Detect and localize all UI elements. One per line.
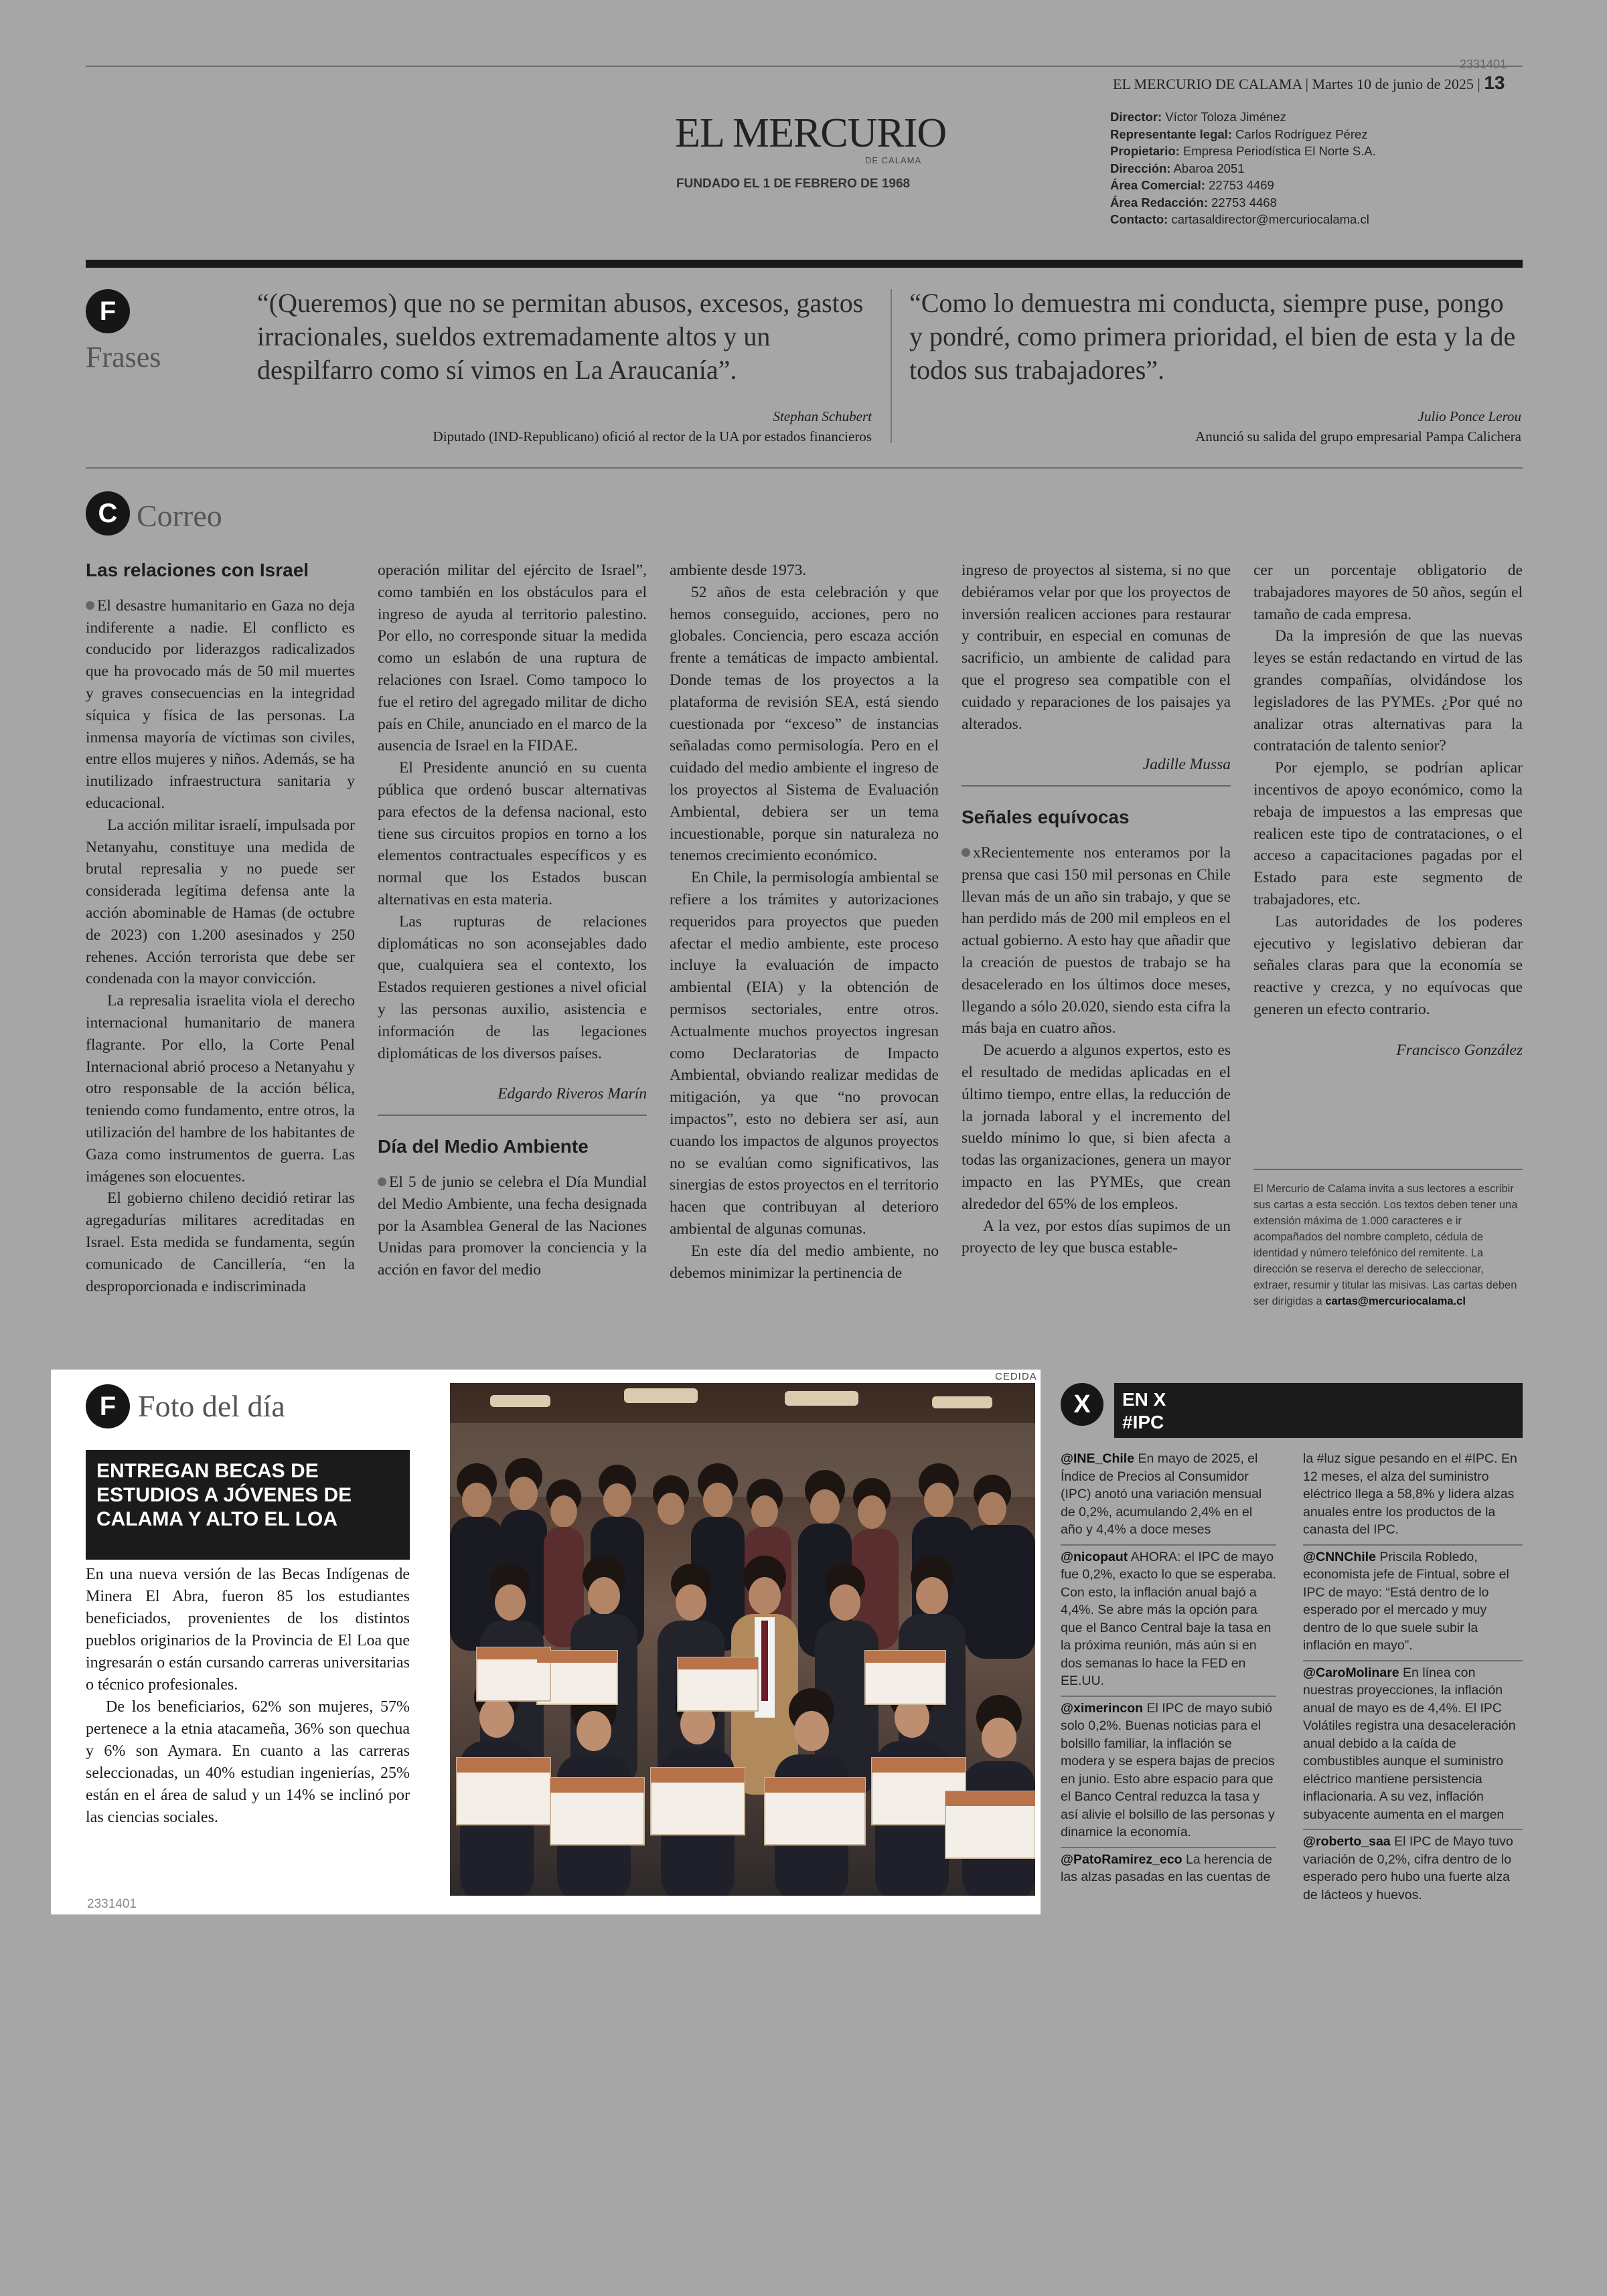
bullet-dot-icon	[86, 601, 94, 610]
letter-headline-medio-ambiente: Día del Medio Ambiente	[378, 1136, 589, 1157]
tweet-handle[interactable]: @ximerincon	[1061, 1700, 1144, 1716]
tweet-handle[interactable]: @roberto_saa	[1303, 1834, 1391, 1849]
letter-paragraph: El gobierno chileno decidió retirar las agregadurías militares acreditadas en Israel. Esta medida se fundamenta, según comunicado de Cancillería, “en la desproporcionada e indiscriminada	[86, 1190, 355, 1295]
en-x-title: EN X	[1122, 1389, 1166, 1410]
letter-divider	[378, 1115, 647, 1116]
correo-column-5	[1253, 560, 1523, 1068]
group-photo	[450, 1383, 1035, 1896]
foto-headline: ENTREGAN BECAS DE ESTUDIOS A JÓVENES DE CALAMA Y ALTO EL LOA	[86, 1450, 410, 1560]
bullet-dot-icon	[378, 1177, 386, 1186]
foto-code: 2331401	[87, 1897, 137, 1911]
letter-paragraph: A la vez, por estos días supimos de un proyecto de ley que busca estable-	[962, 1217, 1231, 1257]
masthead-row: Propietario: Empresa Periodística El Norte S.A.	[1110, 144, 1376, 158]
letter-paragraph: Las autoridades de los poderes ejecutivo y legislativo debieran dar señales claras para que la economía se reactive y crezca, y no equívocas que generen un efecto contrario.	[1253, 912, 1523, 1018]
dateline-date: Martes 10 de junio de 2025	[1312, 76, 1474, 92]
correo-column-4	[962, 560, 1231, 1259]
quote-1-author: Stephan Schubert	[773, 408, 872, 424]
letter-signature: Francisco González	[1396, 1041, 1523, 1059]
frases-badge-icon: F	[86, 289, 130, 333]
en-x-column-1	[1061, 1447, 1276, 1892]
header-thick-rule	[86, 260, 1523, 268]
en-x-column-2	[1303, 1447, 1523, 1909]
letter-paragraph: El desastre humanitario en Gaza no deja indiferente a nadie. El conflicto es conducido por liderazgos radicalizados que ha provocado más de 50 mil muertes y graves consecuencias en la integridad síquica y física de las personas. La inmensa mayoría de víctimas son civiles, entre ellos mujeres y niños. Además, se ha inutilizado infraestructura sanitaria y educacional.	[86, 596, 355, 812]
correo-column-3	[670, 560, 939, 1284]
en-x-hashtag: #IPC	[1122, 1412, 1164, 1432]
founded-line: FUNDADO EL 1 DE FEBRERO DE 1968	[676, 177, 911, 191]
letter-paragraph: La acción militar israelí, impulsada por Netanyahu, constituye una medida de brutal represalia y no puede ser considerada legítima defensa ante la acción abominable de Hamas (de octubre de 2023) con 1.200 asesinados y 250 rehenes. Acción terrorista que debe ser condenada con la mayor convicción.	[86, 816, 355, 988]
foto-body	[86, 1564, 410, 1829]
letter-paragraph: La represalia israelita viola el derecho internacional humanitario de manera flagrante. Por ello, la Corte Penal Internacional abrió proceso a Netanyahu y otro responsable de la acción bélica, teniendo como fundamento, entre otros, la utilización del hambre de los habitantes de Gaza como instrumentos de guerra. Las imágenes son elocuentes.	[86, 992, 355, 1185]
masthead-row: Contacto: cartasaldirector@mercuriocalama.cl	[1110, 212, 1369, 226]
note-divider	[1253, 1169, 1523, 1170]
masthead-row: Área Redacción: 22753 4468	[1110, 195, 1277, 210]
en-x-header	[1114, 1383, 1523, 1438]
frases-title: Frases	[86, 341, 161, 374]
masthead	[1110, 108, 1376, 228]
quote-2-desc: Anunció su salida del grupo empresarial Pampa Calichera	[1195, 428, 1521, 444]
photo-credit: CEDIDA	[995, 1371, 1037, 1382]
letter-paragraph: cer un porcentaje obligatorio de trabajadores mayores de 50 años, según el tamaño de cada empresa.	[1253, 562, 1523, 623]
letter-paragraph: 52 años de esta celebración y que hemos conseguido, acciones, pero no globales. Conciencia, pero escaza acción frente a temáticas de impacto ambiental. Donde temas de los proyectos a la plataforma de revisión SEA, está siendo cuestionada por “exceso” de instancias señaladas como permisología. Pero en el cuidado del medio ambiente el ingreso de los proyectos al Sistema de Evaluación Ambiental, debiera ser un tema incuestionable, porque sin naturaleza no tenemos crecimiento económico.	[670, 583, 939, 865]
letter-paragraph: De acuerdo a algunos expertos, esto es el resultado de medidas aplicadas en el último tiempo, entre ellas, la reducción de la jornada laboral y el incremento del sueldo mínimo lo que, si bien afecta a todas las organizaciones, genera un mayor impacto en las PYMEs, que crean alrededor del 65% de los empleos.	[962, 1042, 1231, 1213]
tweet: @ximerincon El IPC de mayo subió solo 0,2%. Buenas noticias para el bolsillo familiar, la inflación se modera y se espera bajas de precios en junio. Esto abre espacio para que el Banco Central reduzca la tasa y así alivie el bolsillo de las personas y dinamice la economía.	[1061, 1697, 1276, 1848]
tweet: @PatoRamirez_eco La herencia de las alzas pasadas en las cuentas de	[1061, 1852, 1273, 1884]
letter-signature: Jadille Mussa	[1142, 756, 1231, 774]
x-logo-icon: X	[1061, 1383, 1103, 1426]
correo-column-2	[378, 560, 647, 1281]
tweet: @CNNChile Priscila Robledo, economista jefe de Fintual, sobre el IPC de mayo: “Está dentro de lo esperado por el mercado y muy dentro de lo que suele subir la inflación en mayo”.	[1303, 1546, 1523, 1661]
tweet: @INE_Chile En mayo de 2025, el Índice de Precios al Consumidor (IPC) anotó una variación mensual de 0,2%, acumulando 2,4% en el año y 4,4% a doce meses	[1061, 1447, 1276, 1546]
quote-1-text: “(Queremos) que no se permitan abusos, excesos, gastos irracionales, sueldos extremadamente altos y un despilfarro como sí vimos en La Araucanía”.	[257, 288, 864, 385]
correo-column-1	[86, 560, 355, 1297]
masthead-row: Área Comercial: 22753 4469	[1110, 178, 1274, 192]
letter-paragraph: El 5 de junio se celebra el Día Mundial del Medio Ambiente, una fecha designada por la Asamblea General de las Naciones Unidas para promover la conciencia y la acción en favor del medio	[378, 1173, 647, 1279]
group-photo-image	[450, 1383, 1035, 1896]
tweet-handle[interactable]: @INE_Chile	[1061, 1451, 1135, 1466]
frases-bottom-rule	[86, 467, 1523, 469]
page-code: 2331401	[1460, 58, 1507, 71]
masthead-row: Director: Víctor Toloza Jiménez	[1110, 110, 1286, 124]
foto-title: Foto del día	[138, 1389, 285, 1423]
dateline: EL MERCURIO DE CALAMA | Martes 10 de junio de 2025 | 13	[1113, 72, 1505, 93]
quote-2-text: “Como lo demuestra mi conducta, siempre puse, pongo y pondré, como primera prioridad, el bien de esta y la de todos sus trabajadores”.	[909, 288, 1516, 385]
tweet: @roberto_saa El IPC de Mayo tuvo variación de 0,2%, cifra dentro de lo esperado pero hubo una fuerte alza de lácteos y huevos.	[1303, 1834, 1513, 1902]
page-number: 13	[1484, 72, 1505, 93]
letter-divider	[962, 785, 1231, 787]
quote-1-desc: Diputado (IND-Republicano) ofició al rector de la UA por estados financieros	[433, 428, 872, 444]
letter-paragraph: ambiente desde 1973.	[670, 562, 807, 579]
correo-badge-icon: C	[86, 491, 130, 536]
tweet-handle[interactable]: @nicopaut	[1061, 1549, 1128, 1564]
foto-badge-icon: F	[86, 1384, 130, 1428]
foto-paragraph: En una nueva versión de las Becas Indígenas de Minera El Abra, fueron 85 los estudiantes beneficiados, provenientes de los distintos pueblos originarios de la Provincia de El Loa que ingresarán o están cursando carreras universitarias o técnico profesionales.	[86, 1566, 410, 1694]
letter-signature: Edgardo Riveros Marín	[498, 1085, 647, 1103]
quotes-divider	[891, 289, 892, 443]
letter-paragraph: Da la impresión de que las nuevas leyes se están redactando en virtud de las grandes compañías, olvidándose los legisladores de las PYMEs. ¿Por qué no analizar otras alternativas para la contratación de talento senior?	[1253, 627, 1523, 755]
masthead-row: Representante legal: Carlos Rodríguez Pérez	[1110, 127, 1368, 141]
dateline-paper: EL MERCURIO DE CALAMA	[1113, 76, 1302, 92]
correo-title: Correo	[137, 499, 222, 533]
letter-paragraph: En Chile, la permisología ambiental se refiere a los trámites y autorizaciones requeridos para proyectos que pueden afectar el medio ambiente, este proceso incluye la evaluación de impacto ambiental (EIA) y la obtención de permisos sectoriales, entre otros. Actualmente muchos proyectos ingresan como Declaratorias de Impacto Ambiental, obviando realizar medidas de mitigación, ya que “no provocan impactos”, esto no debiera ser así, aun cuando los impactos de algunos proyectos no se evalúan como significativos, las sinergias de estos proyectos en el territorio hacen que contribuyan al deterioro ambiental de algunas comunas.	[670, 869, 939, 1238]
top-rule	[86, 66, 1523, 67]
letters-submission-note: El Mercurio de Calama invita a sus lectores a escribir sus cartas a esta sección. Los textos deben tener una extensión máxima de 1.000 caracteres e ir acompañados del nombre completo, cédula de identidad y número telefónico del remitente. La dirección se reserva el derecho de seleccionar, extraer, resumir y titular las misivas. Las cartas deben ser dirigidas a cartas@mercuriocalama.cl	[1253, 1183, 1518, 1307]
letter-paragraph: Las rupturas de relaciones diplomáticas no son aconsejables dado que, cualquiera sea el contexto, los Estados requieren gestiones a nivel oficial y las personas auxilio, asistencia e información de las legaciones diplomáticas de los diversos países.	[378, 912, 647, 1062]
tweet: @nicopaut AHORA: el IPC de mayo fue 0,2%, exacto lo que se esperaba. Con esto, la inflación anual bajó a 4,4%. Se abre más la opción para que el Banco Central baje la tasa en la próxima reunión, más aún si en dos semanas lo hace la FED en EE.UU.	[1061, 1546, 1276, 1697]
masthead-row: Dirección: Abaroa 2051	[1110, 161, 1245, 175]
tweet-handle[interactable]: @CaroMolinare	[1303, 1665, 1399, 1680]
letter-paragraph: ingreso de proyectos al sistema, si no que debiéramos velar por que los proyectos de inversión realicen acciones para restaurar y contribuir, en especial en comunas de sacrificio, un ambiente de calidad para que el progreso sea compatible con el cuidado y reparaciones de los paisajes ya alterados.	[962, 562, 1231, 733]
letter-headline-senales: Señales equívocas	[962, 807, 1130, 828]
letters-email-link[interactable]: cartas@mercuriocalama.cl	[1325, 1295, 1466, 1307]
letter-paragraph: Por ejemplo, se podrían aplicar incentivos de apoyo económico, como la rebaja de impuestos a las empresas que realicen este tipo de contrataciones, o el acceso a capacitaciones pagadas por el Estado para este segmento de trabajadores, etc.	[1253, 759, 1523, 908]
letter-paragraph: En este día del medio ambiente, no debemos minimizar la pertinencia de	[670, 1242, 939, 1282]
letter-headline-israel: Las relaciones con Israel	[86, 560, 309, 580]
letter-paragraph: xRecientemente nos enteramos por la prensa que casi 150 mil personas en Chile llevan más de un año sin trabajo, y que se han perdido más de 200 mil empleos en el actual gobierno. A esto hay que añadir que la creación de puestos de trabajo se ha desacelerado en los últimos doce meses, llegando a sólo 20.020, siendo esta cifra la más baja en cuatro años.	[962, 843, 1231, 1038]
tweet-handle[interactable]: @CNNChile	[1303, 1549, 1376, 1564]
letter-paragraph: El Presidente anunció en su cuenta pública que ordenó buscar alternativas para efectos de la defensa nacional, esto tiene sus circuitos propios en torno a los elementos contractuales específicos y es normal que los Estados buscan alternativas en esta materia.	[378, 759, 647, 908]
foto-paragraph: De los beneficiarios, 62% son mujeres, 57% pertenece a la etnia atacameña, 36% son quechua y 6% son Aymara. En cuanto a las carreras seleccionadas, un 40% estudian ingenierías, 25% están en el área de salud y un 14% se inclinó por las ciencias sociales.	[86, 1698, 410, 1826]
bullet-dot-icon	[962, 848, 970, 857]
tweet: la #luz sigue pesando en el #IPC. En 12 meses, el alza del suministro eléctrico llega a 58,8% y lidera alzas anuales entre los productos de la canasta del IPC.	[1303, 1447, 1523, 1546]
quote-2-author: Julio Ponce Lerou	[1418, 408, 1521, 424]
tweet: @CaroMolinare En línea con nuestras proyecciones, la inflación anual de mayo es de 4,4%. El IPC Volátiles registra una desaceleración anual debido a la caída de combustibles aunque el suministro eléctrico mantiene persistencia inflacionaria. A su vez, inflación subyacente aumenta en el margen	[1303, 1661, 1523, 1831]
logo-subtitle: DE CALAMA	[865, 155, 922, 165]
newspaper-logo: EL MERCURIO	[675, 110, 947, 156]
tweet-handle[interactable]: @PatoRamirez_eco	[1061, 1852, 1182, 1867]
letter-paragraph: operación militar del ejército de Israel”, como también en los obstáculos para el ingreso de ayuda al territorio palestino. Por ello, no corresponde situar la medida como un eslabón de una ruptura de relaciones con Israel. Como tampoco lo fue el retiro del agregado militar de dicho país en Chile, anunciado en el marco de la ausencia de Israel en la FIDAE.	[378, 562, 647, 755]
